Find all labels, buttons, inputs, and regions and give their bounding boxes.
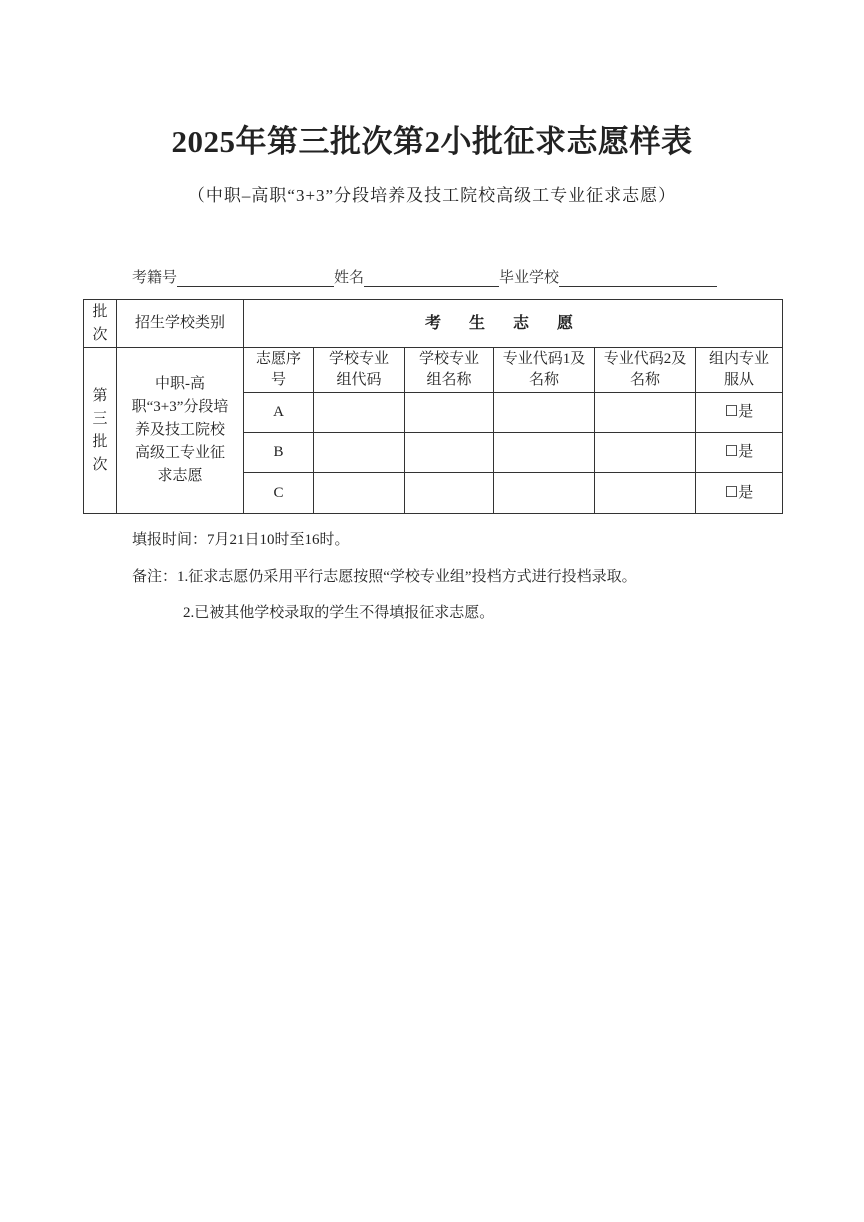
column-header: 志愿序号 bbox=[244, 348, 314, 393]
major2-cell[interactable] bbox=[595, 473, 696, 514]
name-label: 姓名 bbox=[334, 270, 365, 286]
group-name-cell[interactable] bbox=[405, 473, 494, 514]
school-label: 毕业学校 bbox=[499, 270, 560, 286]
fill-time: 填报时间：7月21日10时至16时。 bbox=[132, 532, 350, 548]
name-field[interactable] bbox=[364, 268, 499, 287]
major1-cell[interactable] bbox=[494, 433, 595, 473]
note-2: 2.已被其他学校录取的学生不得填报征求志愿。 bbox=[183, 605, 495, 621]
wish-seq: B bbox=[244, 433, 314, 473]
major2-cell[interactable] bbox=[595, 433, 696, 473]
exam-id-field[interactable] bbox=[177, 268, 334, 287]
batch-header: 批次 bbox=[84, 300, 117, 348]
major2-cell[interactable] bbox=[595, 393, 696, 433]
column-header: 组内专业服从 bbox=[696, 348, 783, 393]
category-value: 中职-高职“3+3”分段培养及技工院校高级工专业征求志愿 bbox=[117, 348, 244, 514]
wish-header: 考生志愿 bbox=[244, 300, 783, 348]
note-1: 备注：1.征求志愿仍采用平行志愿按照“学校专业组”投档方式进行投档录取。 bbox=[132, 569, 637, 585]
group-name-cell[interactable] bbox=[405, 433, 494, 473]
group-code-cell[interactable] bbox=[314, 433, 405, 473]
obey-checkbox[interactable]: ☐是 bbox=[696, 473, 783, 514]
wish-seq: A bbox=[244, 393, 314, 433]
exam-id-label: 考籍号 bbox=[132, 270, 178, 286]
wish-seq: C bbox=[244, 473, 314, 514]
column-header: 学校专业组名称 bbox=[405, 348, 494, 393]
group-code-cell[interactable] bbox=[314, 393, 405, 433]
school-field[interactable] bbox=[559, 268, 717, 287]
applicant-fields bbox=[132, 266, 717, 287]
major1-cell[interactable] bbox=[494, 393, 595, 433]
page-title: 2025年第三批次第2小批征求志愿样表 bbox=[171, 124, 693, 159]
obey-checkbox[interactable]: ☐是 bbox=[696, 433, 783, 473]
group-name-cell[interactable] bbox=[405, 393, 494, 433]
column-header: 专业代码1及名称 bbox=[494, 348, 595, 393]
page-subtitle: （中职–高职“3+3”分段培养及技工院校高级工专业征求志愿） bbox=[187, 186, 677, 205]
column-header: 专业代码2及名称 bbox=[595, 348, 696, 393]
major1-cell[interactable] bbox=[494, 473, 595, 514]
column-header: 学校专业组代码 bbox=[314, 348, 405, 393]
category-header: 招生学校类别 bbox=[117, 300, 244, 348]
batch-value: 第三批次 bbox=[84, 348, 117, 514]
obey-checkbox[interactable]: ☐是 bbox=[696, 393, 783, 433]
group-code-cell[interactable] bbox=[314, 473, 405, 514]
wish-table bbox=[83, 299, 783, 514]
